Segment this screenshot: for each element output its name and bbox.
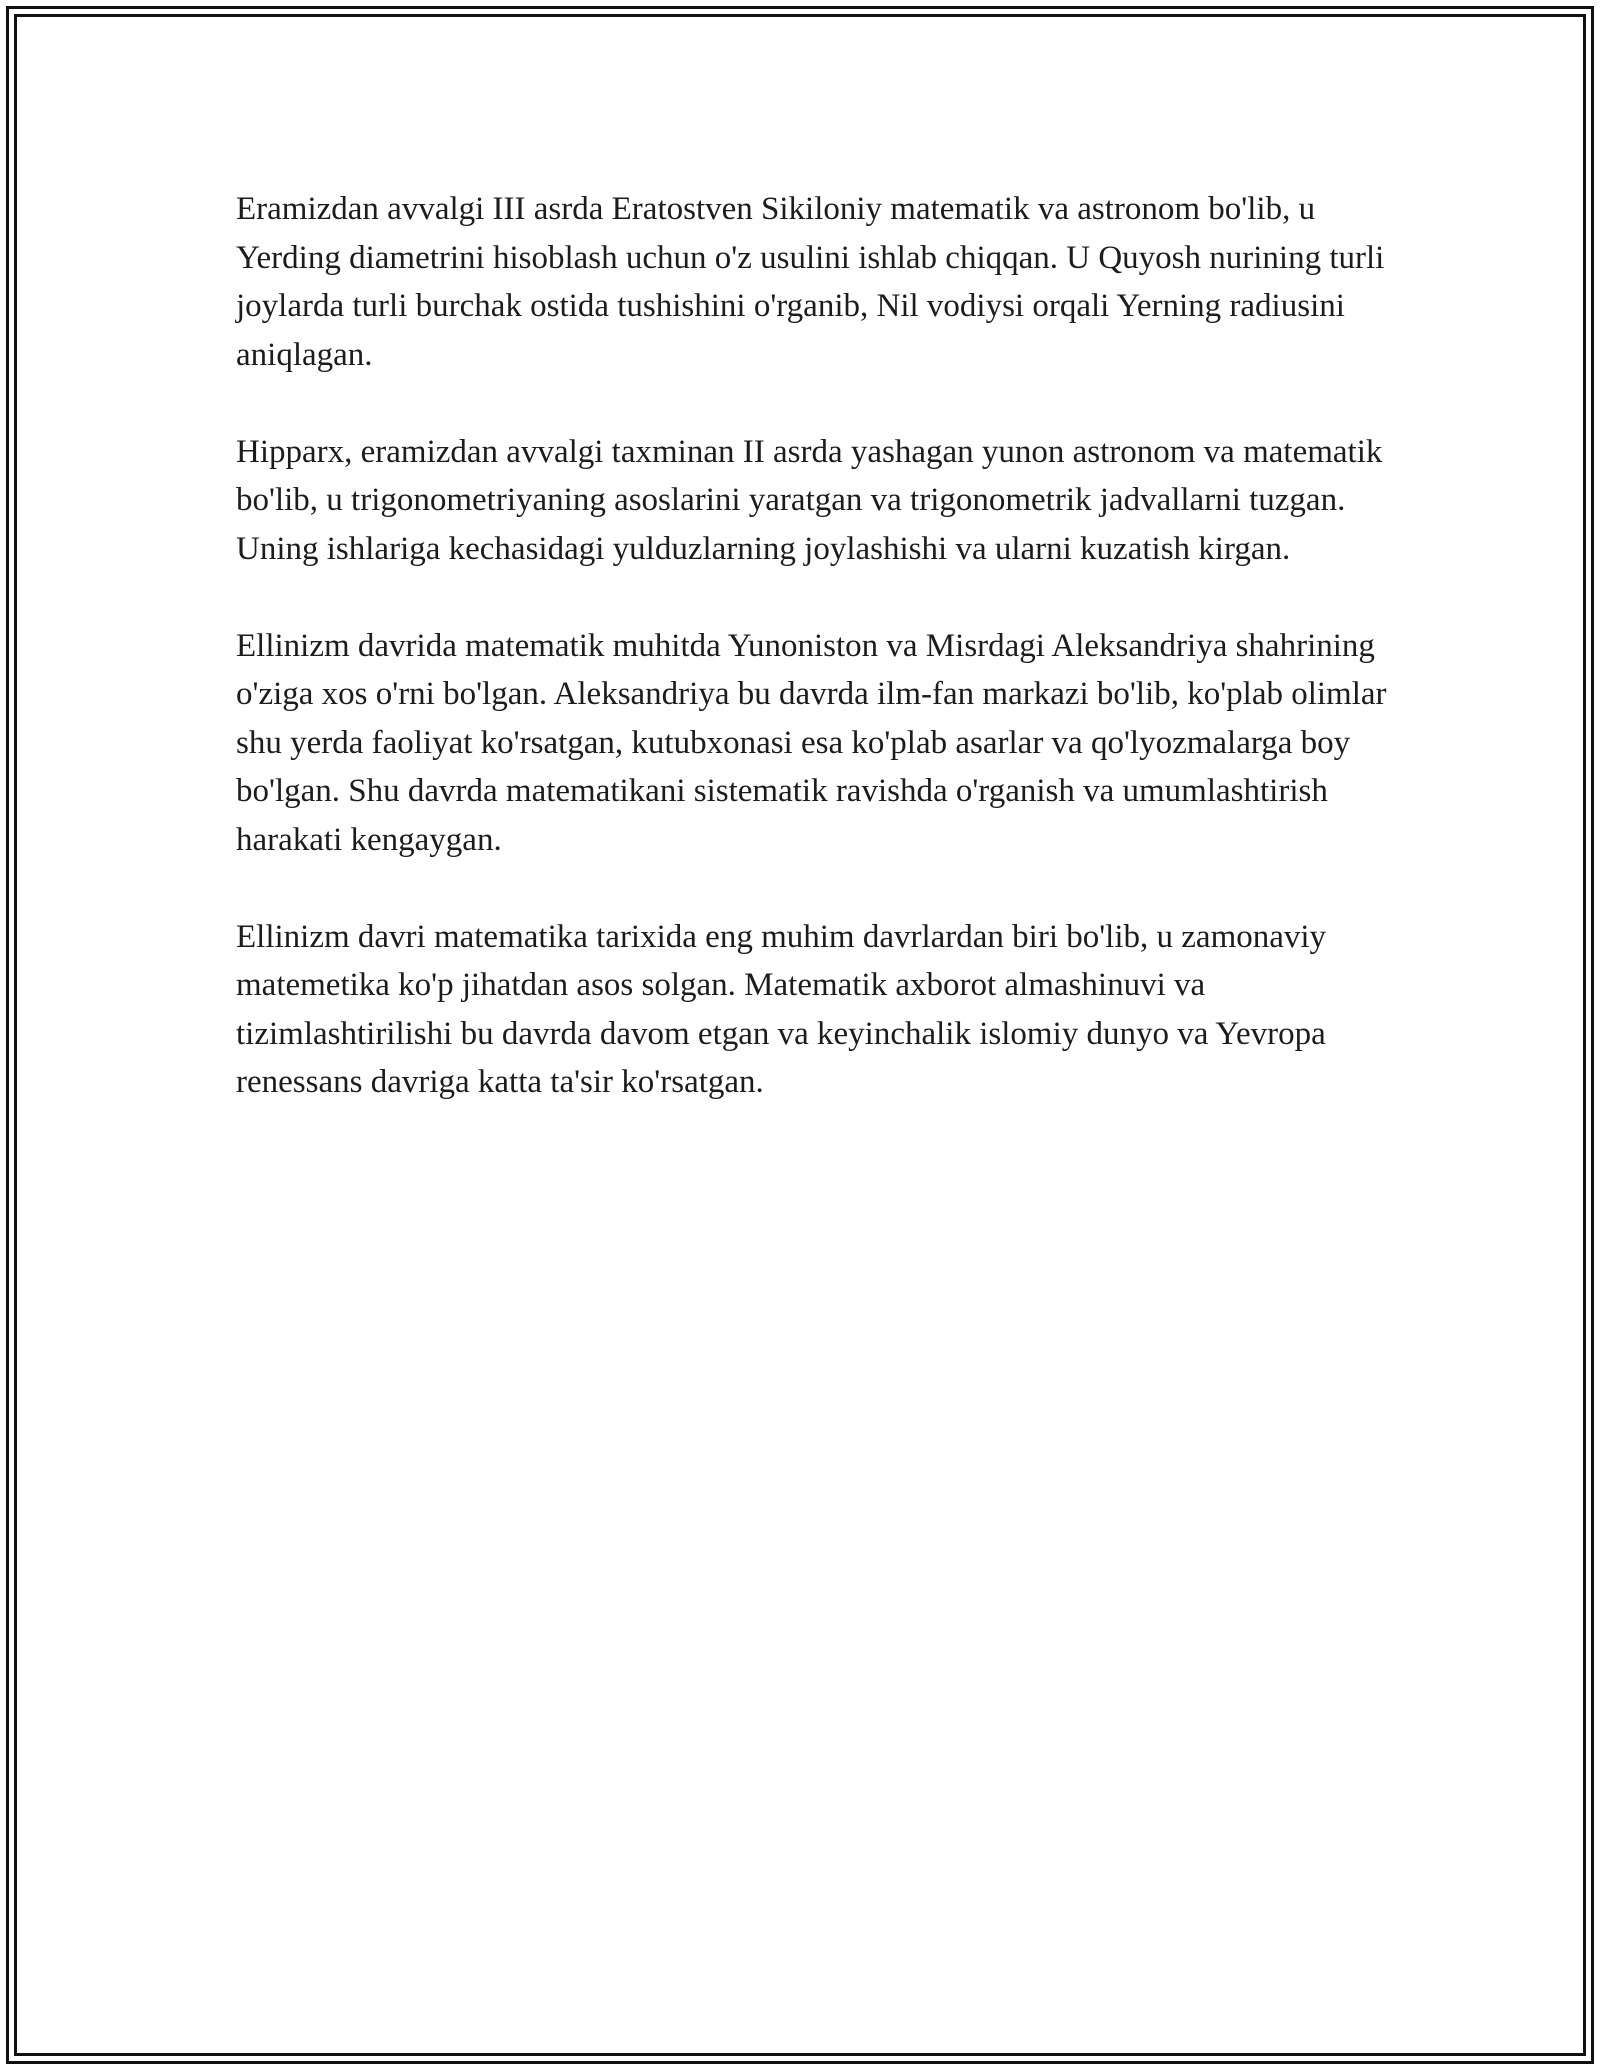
document-body [236,185,1416,1155]
paragraph-hipparchus: Hipparx, eramizdan avvalgi taxminan II asrda yashagan yunon astronom va matematik bo'lib, u trigonometriyaning asoslarini yaratgan va trigonometrik jadvallarni tuzgan. Uning ishlariga kechasidagi yulduzlarning joylashishi va ularni kuzatish kirgan. [236,433,1383,567]
paragraph-hellenistic-alexandria: Ellinizm davrida matematik muhitda Yunoniston va Misrdagi Aleksandriya shahrining o'ziga xos o'rni bo'lgan. Aleksandriya bu davrda ilm-fan markazi bo'lib, ko'plab olimlar shu yerda faoliyat ko'rsatgan, kutubxonasi esa ko'plab asarlar va qo'lyozmalarga boy bo'lgan. Shu davrda matematikani sistematik ravishda o'rganish va umumlashtirish harakati kengaygan. [236,627,1387,858]
paragraph-eratosthenes: Eramizdan avvalgi III asrda Eratostven Sikiloniy matematik va astronom bo'lib, u Yerding diametrini hisoblash uchun o'z usulini ishlab chiqqan. U Quyosh nurining turli joylarda turli burchak ostida tushishini o'rganib, Nil vodiysi orqali Yerning radiusini aniqlagan. [236,191,1385,373]
paragraph-hellenistic-legacy: Ellinizm davri matematika tarixida eng muhim davrlardan biri bo'lib, u zamonaviy matemetika ko'p jihatdan asos solgan. Matematik axborot almashinuvi va tizimlashtirilishi bu davrda davom etgan va keyinchalik islomiy dunyo va Yevropa renessans davriga katta ta'sir ko'rsatgan. [236,918,1327,1100]
